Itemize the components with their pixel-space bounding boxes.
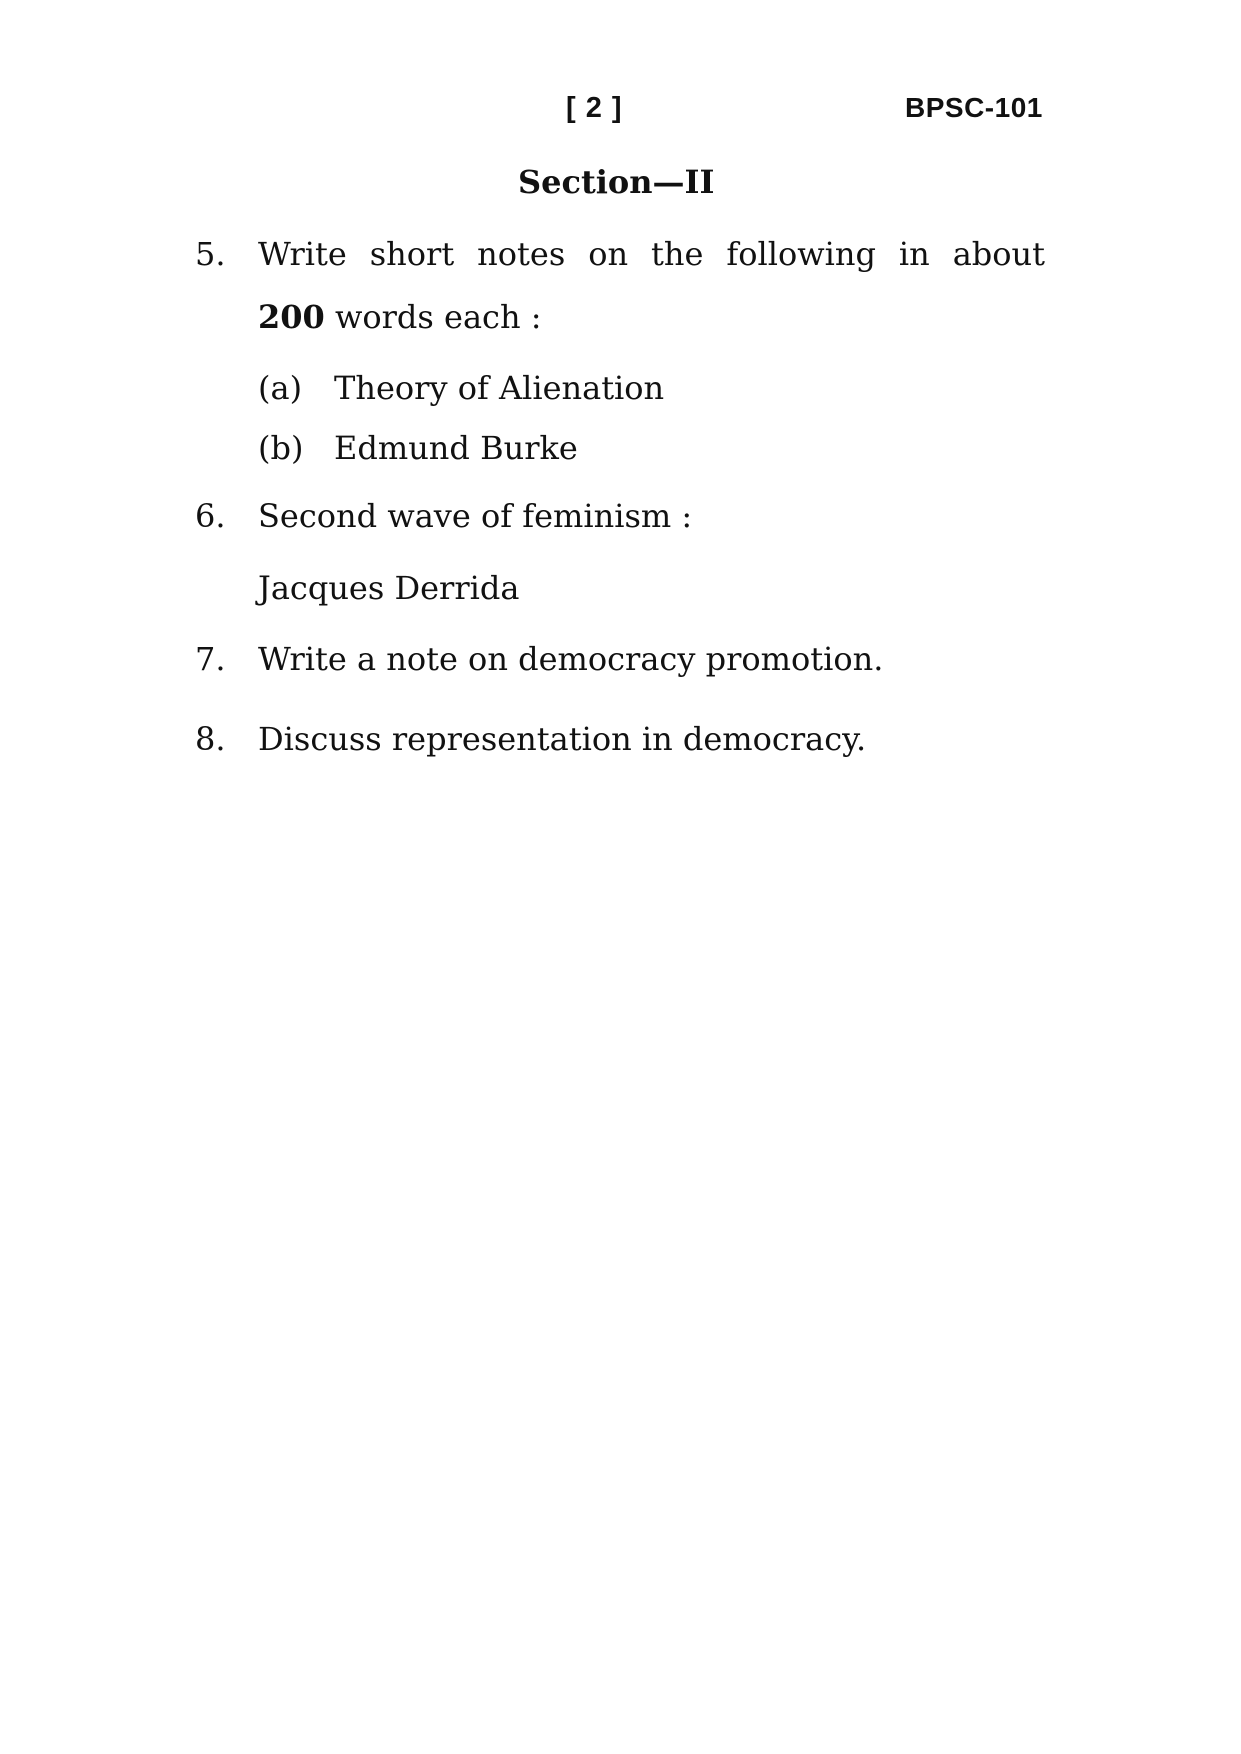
question-text-rest: words each : (324, 298, 542, 336)
question-text: Write a note on democracy promotion. (258, 640, 884, 678)
question-number: 7. (195, 640, 226, 678)
question-text-line (258, 297, 542, 337)
page-number: [ 2 ] (566, 92, 623, 124)
section-title: Section—II (518, 163, 715, 201)
subpart-label: (a) (258, 369, 303, 407)
question-number: 5. (195, 235, 226, 273)
question-text: Second wave of feminism : (258, 497, 693, 535)
question-text-line (258, 234, 1045, 274)
subpart-label: (b) (258, 429, 304, 467)
question-number: 6. (195, 497, 226, 535)
word: following (726, 235, 876, 273)
question-text: Discuss representation in democracy. (258, 720, 867, 758)
word: on (588, 235, 629, 273)
subpart-text: Edmund Burke (334, 429, 578, 467)
question-extra-line: Jacques Derrida (258, 569, 520, 607)
word: about (952, 235, 1045, 273)
word: notes (477, 235, 566, 273)
word-count: 200 (258, 298, 325, 336)
question-number: 8. (195, 720, 226, 758)
subpart-text: Theory of Alienation (334, 369, 665, 407)
word: the (651, 235, 704, 273)
paper-code: BPSC-101 (905, 92, 1043, 123)
word: in (898, 235, 930, 273)
word: Write (258, 235, 347, 273)
word: short (369, 235, 455, 273)
